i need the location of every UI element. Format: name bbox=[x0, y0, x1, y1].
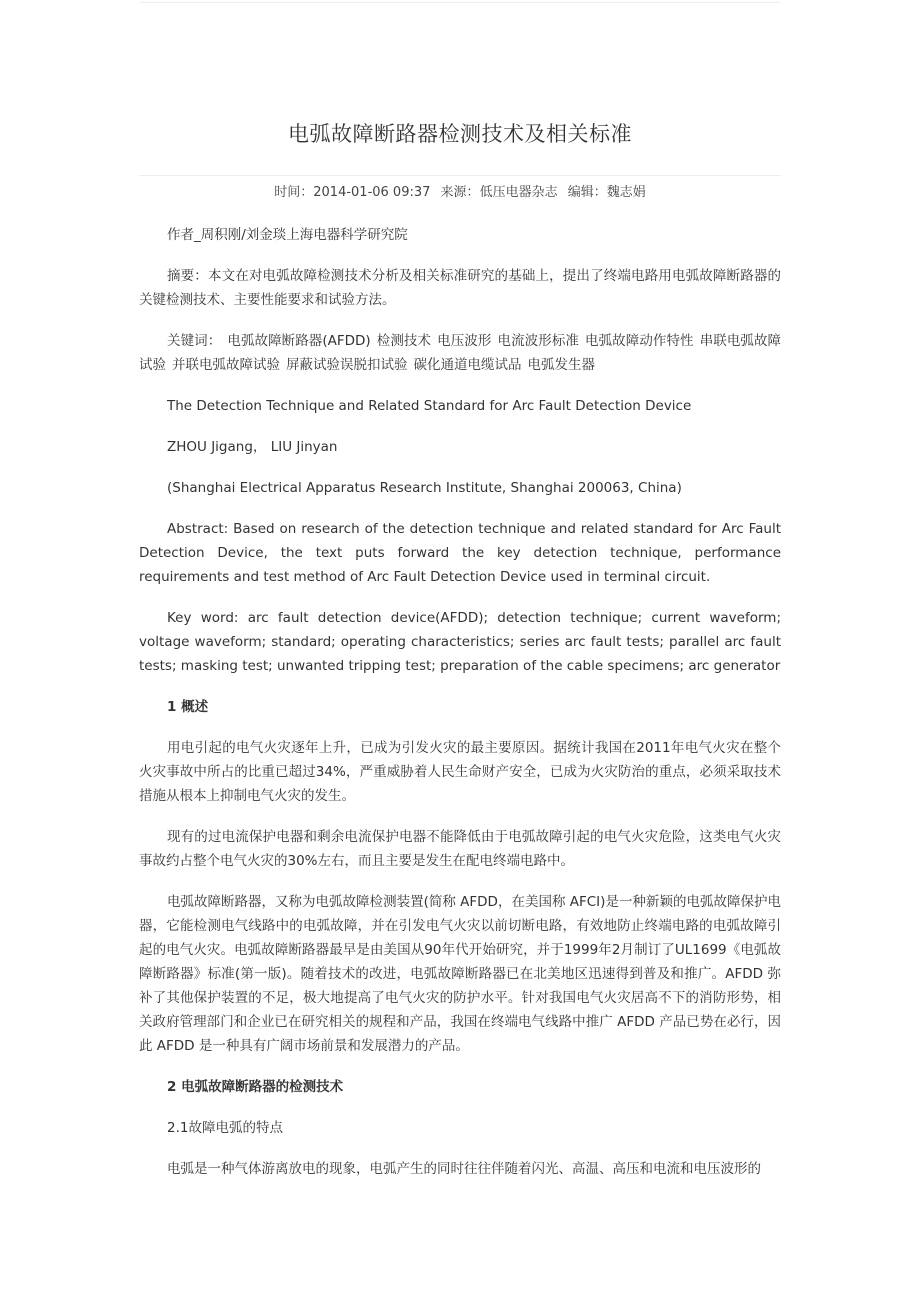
article-meta bbox=[139, 183, 781, 203]
abstract-cn: 摘要：本文在对电弧故障检测技术分析及相关标准研究的基础上，提出了终端电路用电弧故障断路器的关键检测技术、主要性能要求和试验方法。 bbox=[139, 268, 781, 308]
meta-source bbox=[441, 185, 558, 200]
section-1-paragraph: 用电引起的电气火灾逐年上升，已成为引发火灾的最主要原因。据统计我国在2011年电气火灾在整个火灾事故中所占的比重已超过34%，严重威胁着人民生命财产安全，已成为火灾防治的重点，必须采取技术措施从根本上抑制电气火灾的发生。 bbox=[139, 740, 781, 804]
section-2-1-heading: 2.1故障电弧的特点 bbox=[167, 1120, 283, 1136]
section-1-paragraph: 现有的过电流保护电器和剩余电流保护电器不能降低由于电弧故障引起的电气火灾危险，这类电气火灾事故约占整个电气火灾的30%左右，而且主要是发生在配电终端电路中。 bbox=[139, 829, 781, 869]
section-2-heading: 2 电弧故障断路器的检测技术 bbox=[167, 1079, 344, 1095]
keywords-en: Key word: arc fault detection device(AFDD); detection technique; current waveform; voltage waveform; standard; operating characteristics; series arc fault tests; parallel arc fault tests; masking test; unwanted tripping test; preparation of the cable specimens; arc generator bbox=[139, 610, 781, 674]
section-2-1-paragraph: 电弧是一种气体游离放电的现象，电弧产生的同时往往伴随着闪光、高温、高压和电流和电压波形的 bbox=[167, 1161, 761, 1177]
abstract-en: Abstract: Based on research of the detection technique and related standard for Arc Fault Detection Device, the text puts forward the key detection technique, performance requirements and test method of Arc Fault Detection Device used in terminal circuit. bbox=[139, 521, 781, 585]
keyword: 检测技术 bbox=[376, 333, 432, 349]
meta-editor-value: 魏志娟 bbox=[606, 185, 646, 200]
keywords-cn-label: 关键词： bbox=[167, 333, 222, 349]
top-divider bbox=[139, 2, 781, 3]
keyword: 串联电弧故障试验 bbox=[139, 333, 782, 373]
title-en: The Detection Technique and Related Standard for Arc Fault Detection Device bbox=[167, 398, 692, 414]
article-body bbox=[139, 223, 781, 1198]
section-1-heading: 1 概述 bbox=[167, 699, 209, 715]
meta-time-value: 2014-01-06 09:37 bbox=[313, 185, 431, 200]
author-line: 作者_周积刚/刘金琰上海电器科学研究院 bbox=[167, 227, 408, 243]
meta-editor-label: 编辑： bbox=[567, 185, 607, 200]
keyword: 电压波形 bbox=[437, 333, 492, 349]
keyword: 电流波形标准 bbox=[497, 333, 579, 349]
keyword: 屏蔽试验误脱扣试验 bbox=[286, 357, 408, 373]
meta-source-value: 低压电器杂志 bbox=[479, 185, 558, 200]
meta-editor bbox=[568, 185, 646, 200]
keyword: 电弧故障动作特性 bbox=[584, 333, 694, 349]
title-divider bbox=[139, 175, 781, 176]
meta-time bbox=[274, 185, 430, 200]
affiliation-en: (Shanghai Electrical Apparatus Research Institute, Shanghai 200063, China) bbox=[167, 480, 682, 496]
keyword: 电弧故障断路器(AFDD) bbox=[227, 333, 371, 349]
keyword: 并联电弧故障试验 bbox=[172, 357, 280, 373]
meta-source-label: 来源： bbox=[440, 185, 480, 200]
keyword: 电弧发生器 bbox=[527, 357, 595, 373]
article-title: 电弧故障断路器检测技术及相关标准 bbox=[288, 122, 632, 146]
keywords-cn bbox=[139, 329, 781, 377]
authors-en: ZHOU Jigang， LIU Jinyan bbox=[167, 439, 338, 455]
keyword: 碳化通道电缆试品 bbox=[413, 357, 522, 373]
meta-time-label: 时间： bbox=[274, 185, 314, 200]
section-1-paragraph: 电弧故障断路器，又称为电弧故障检测装置(简称 AFDD，在美国称 AFCI)是一种新颖的电弧故障保护电器，它能检测电气线路中的电弧故障，并在引发电气火灾以前切断电路，有效地防止终端电路的电弧故障引起的电气火灾。电弧故障断路器最早是由美国从90年代开始研究，并于1999年2月制订了UL1699《电弧故障断路器》标准(第一版)。随着技术的改进，电弧故障断路器已在北美地区迅速得到普及和推广。AFDD 弥补了其他保护装置的不足，极大地提高了电气火灾的防护水平。针对我国电气火灾居高不下的消防形势，相关政府管理部门和企业已在研究相关的规程和产品，我国在终端电气线路中推广 AFDD 产品已势在必行，因此 AFDD 是一种具有广阔市场前景和发展潜力的产品。 bbox=[139, 894, 781, 1054]
